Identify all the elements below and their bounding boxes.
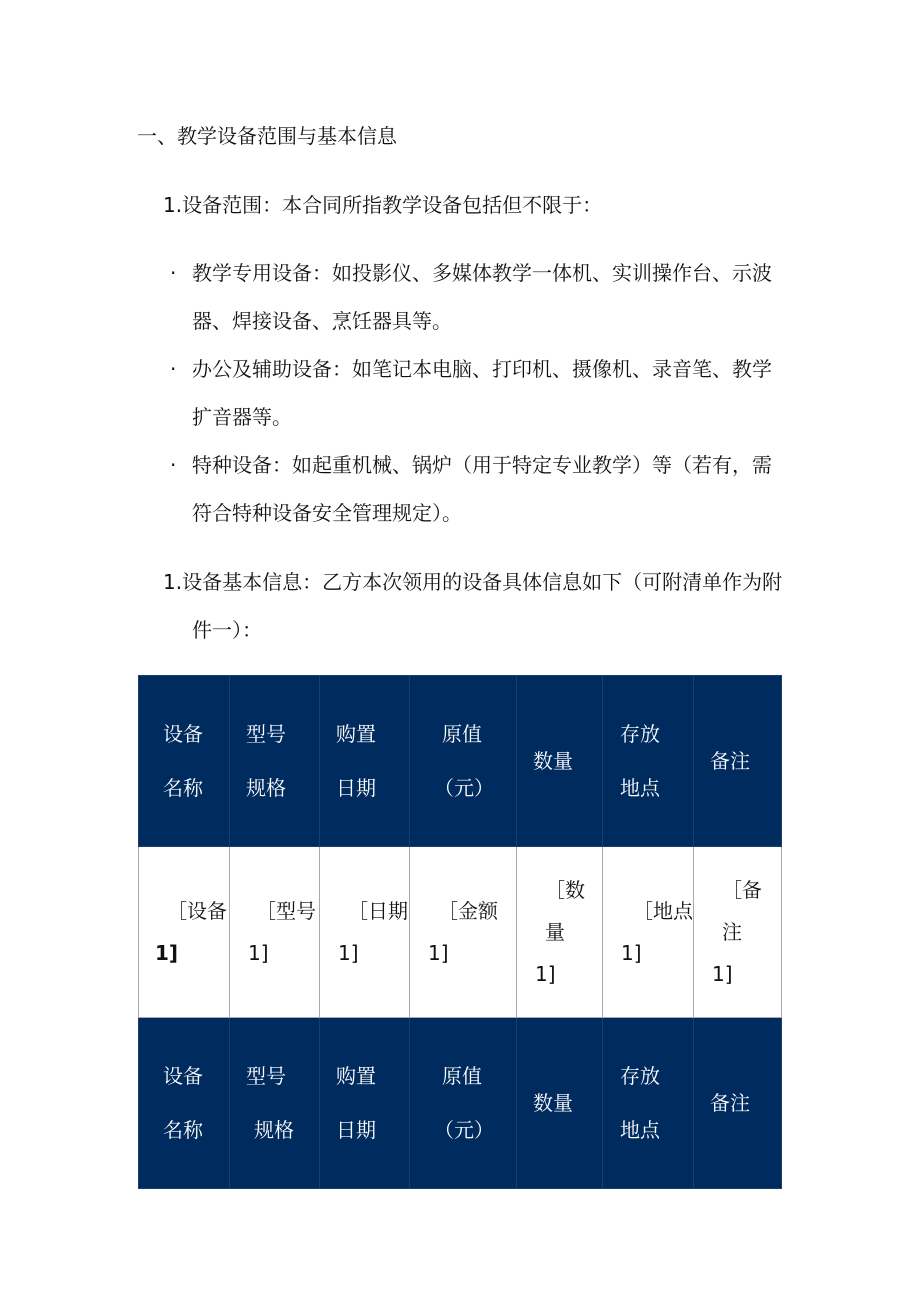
header-cell-original-value: 原值 （元）: [410, 676, 517, 847]
bullet-office-equipment-line2: 扩音器等。: [192, 405, 292, 429]
cell-remarks: ［备注 1]: [694, 847, 782, 1018]
header-cell-quantity: 数量: [517, 676, 603, 847]
header-cell-device-name: 设备 名称: [139, 676, 230, 847]
header-cell-remarks: 备注: [694, 676, 782, 847]
header-cell-model: 型号 规格: [230, 1018, 320, 1189]
item-device-scope: 1.设备范围：本合同所指教学设备包括但不限于：: [163, 193, 603, 217]
bullet-special-equipment-line2: 符合特种设备安全管理规定）。: [192, 501, 462, 525]
bullet-dot: ·: [170, 261, 177, 285]
item-device-info-line1: 1.设备基本信息：乙方本次领用的设备具体信息如下（可附清单作为附: [163, 570, 783, 594]
bullet-office-equipment-line1: 办公及辅助设备：如笔记本电脑、打印机、摄像机、录音笔、教学: [192, 357, 772, 381]
item-device-info-line2: 件一）：: [192, 618, 262, 642]
equipment-table: [138, 675, 782, 1189]
header-cell-purchase-date: 购置 日期: [320, 1018, 410, 1189]
cell-model: ［型号 1]: [230, 847, 320, 1018]
table-header-row: [139, 676, 782, 847]
header-cell-model: 型号 规格: [230, 676, 320, 847]
header-cell-original-value: 原值 （元）: [410, 1018, 517, 1189]
cell-device: ［设备 1]: [139, 847, 230, 1018]
header-cell-purchase-date: 购置 日期: [320, 676, 410, 847]
header-cell-remarks: 备注: [694, 1018, 782, 1189]
cell-location: ［地点 1]: [603, 847, 694, 1018]
bullet-special-equipment-line1: 特种设备：如起重机械、锅炉（用于特定专业教学）等（若有，需: [192, 453, 772, 477]
header-cell-location: 存放 地点: [603, 1018, 694, 1189]
cell-date: ［日期 1]: [320, 847, 410, 1018]
bullet-dot: ·: [170, 453, 177, 477]
bullet-dot: ·: [170, 357, 177, 381]
table-header-row-repeat: [139, 1018, 782, 1189]
table-row: [139, 847, 782, 1018]
cell-amount: ［金额 1]: [410, 847, 517, 1018]
bullet-teaching-equipment-line1: 教学专用设备：如投影仪、多媒体教学一体机、实训操作台、示波: [192, 261, 772, 285]
header-cell-device-name: 设备 名称: [139, 1018, 230, 1189]
bullet-teaching-equipment-line2: 器、焊接设备、烹饪器具等。: [192, 309, 452, 333]
header-cell-location: 存放 地点: [603, 676, 694, 847]
section-heading: 一、教学设备范围与基本信息: [137, 124, 397, 148]
header-cell-quantity: 数量: [517, 1018, 603, 1189]
cell-quantity: ［数量 1]: [517, 847, 603, 1018]
